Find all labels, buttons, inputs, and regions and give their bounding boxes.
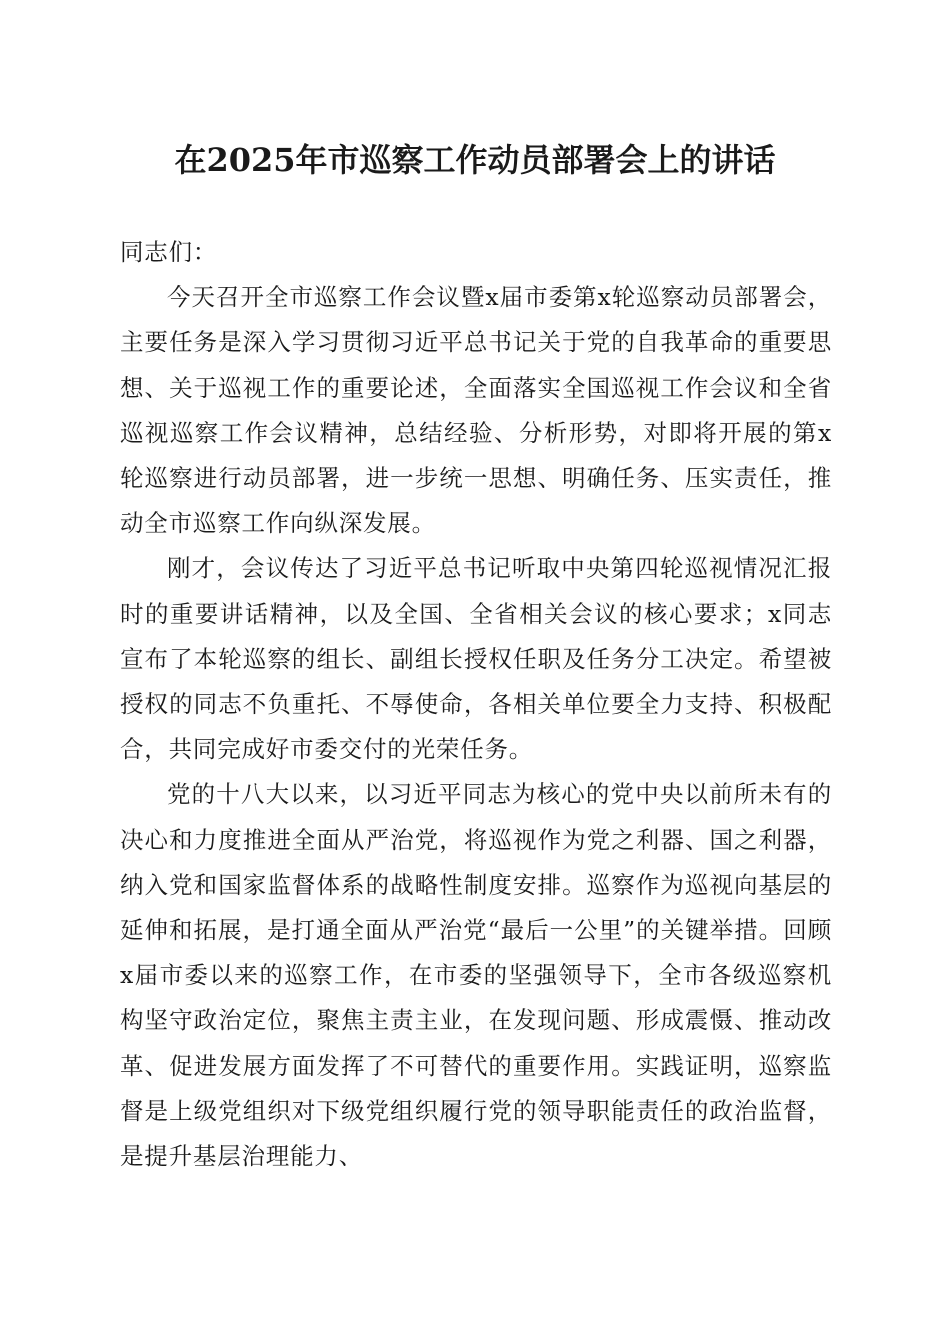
paragraph-2: 刚才，会议传达了习近平总书记听取中央第四轮巡视情况汇报时的重要讲话精神，以及全国、全省相关会议的核心要求；x同志宣布了本轮巡察的组长、副组长授权任职及任务分工决定。希望被授权的同志不负重托、不辱使命，各相关单位要全力支持、积极配合，共同完成好市委交付的光荣任务。 [120,554,832,764]
paragraph-1: 今天召开全市巡察工作会议暨x届市委第x轮巡察动员部署会，主要任务是深入学习贯彻习近平总书记关于党的自我革命的重要思想、关于巡视工作的重要论述，全面落实全国巡视工作会议和全省巡视巡察工作会议精神，总结经验、分析形势，对即将开展的第x轮巡察进行动员部署，进一步统一思想、明确任务、压实责任，推动全市巡察工作向纵深发展。 [120,283,832,538]
document-title: 在2025年市巡察工作动员部署会上的讲话 [174,141,776,179]
paragraph-3: 党的十八大以来，以习近平同志为核心的党中央以前所未有的决心和力度推进全面从严治党，将巡视作为党之利器、国之利器，纳入党和国家监督体系的战略性制度安排。巡察作为巡视向基层的延伸和拓展，是打通全面从严治党“最后一公里”的关键举措。回顾x届市委以来的巡察工作，在市委的坚强领导下，全市各级巡察机构坚守政治定位，聚焦主责主业，在发现问题、形成震慑、推动改革、促进发展方面发挥了不可替代的重要作用。实践证明，巡察监督是上级党组织对下级党组织履行党的领导职能责任的政治监督，是提升基层治理能力、 [120,780,832,1171]
document-body [120,230,832,1179]
salutation: 同志们： [120,238,218,266]
